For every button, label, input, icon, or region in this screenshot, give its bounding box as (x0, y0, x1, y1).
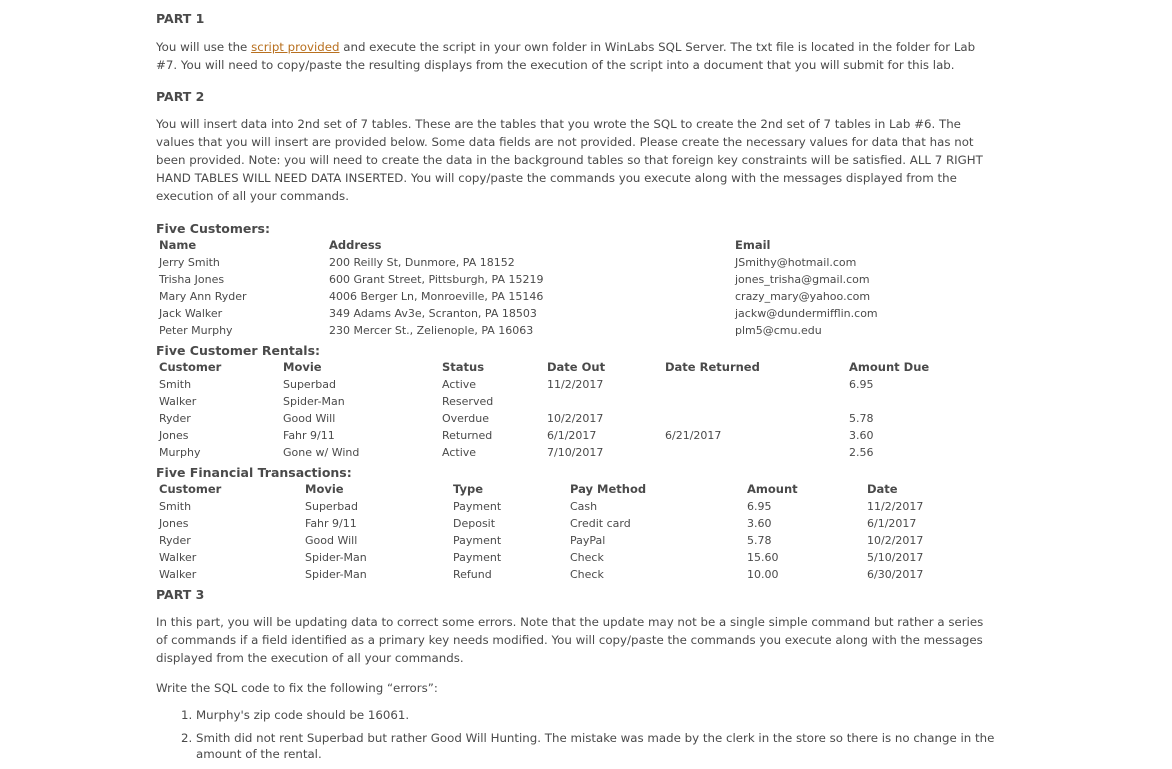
customer-email: plm5@cmu.edu (735, 324, 822, 337)
transaction-amount: 3.60 (747, 517, 772, 530)
rental-movie: Gone w/ Wind (283, 446, 360, 459)
rental-customer: Ryder (159, 412, 191, 425)
errors-list (156, 707, 996, 762)
rental-status: Reserved (442, 395, 494, 408)
rental-date-returned (663, 393, 847, 410)
rentals-col-date-returned: Date Returned (665, 360, 760, 374)
rental-amount-due: 2.56 (849, 446, 874, 459)
transaction-type: Deposit (453, 517, 496, 530)
customers-row (157, 271, 933, 288)
transactions-table (157, 481, 955, 583)
customers-table (157, 237, 933, 339)
error-item: 2. Smith did not rent Superbad but rather Good Will Hunting. The mistake was made by the clerk in the store so there is no change in the amount of the rental. (196, 730, 996, 762)
rental-customer: Walker (159, 395, 197, 408)
transaction-amount: 15.60 (747, 551, 779, 564)
transaction-date: 5/10/2017 (867, 551, 924, 564)
rental-amount-due: 5.78 (849, 412, 874, 425)
rentals-col-movie: Movie (283, 360, 322, 374)
transactions-col-amount: Amount (747, 482, 798, 496)
rental-date-out: 10/2/2017 (547, 412, 604, 425)
customer-name: Peter Murphy (159, 324, 233, 337)
rental-status: Returned (442, 429, 493, 442)
rentals-col-amount-due: Amount Due (849, 360, 930, 374)
part1-text-before: You will use the (156, 40, 252, 54)
customer-address: 4006 Berger Ln, Monroeville, PA 15146 (329, 290, 544, 303)
rentals-row (157, 376, 947, 393)
rental-status: Active (442, 378, 477, 391)
rentals-title: Five Customer Rentals: (156, 343, 321, 358)
transactions-row (157, 532, 955, 549)
transaction-pay-method: Cash (570, 500, 598, 513)
rental-movie: Good Will (283, 412, 336, 425)
customers-row (157, 322, 933, 339)
script-provided-link[interactable]: script provided (251, 40, 340, 54)
transactions-row (157, 566, 955, 583)
customers-col-address: Address (329, 238, 382, 252)
transactions-col-movie: Movie (305, 482, 344, 496)
transaction-pay-method: PayPal (570, 534, 606, 547)
customer-name: Jerry Smith (159, 256, 220, 269)
transaction-type: Payment (453, 551, 502, 564)
transaction-type: Payment (453, 500, 502, 513)
customer-address: 349 Adams Av3e, Scranton, PA 18503 (329, 307, 537, 320)
rentals-col-status: Status (442, 360, 485, 374)
transactions-header-row (157, 481, 955, 498)
error-item: 1. Murphy's zip code should be 16061. (196, 707, 996, 723)
transactions-col-type: Type (453, 482, 484, 496)
transaction-customer: Ryder (159, 534, 191, 547)
transactions-row (157, 515, 955, 532)
rental-movie: Spider-Man (283, 395, 345, 408)
rental-customer: Murphy (159, 446, 201, 459)
part3-heading: PART 3 (156, 587, 205, 602)
customer-address: 600 Grant Street, Pittsburgh, PA 15219 (329, 273, 544, 286)
transaction-movie: Fahr 9/11 (305, 517, 357, 530)
part3-paragraph: In this part, you will be updating data to correct some errors. Note that the update may not be a single simple command but rather a series of commands if a field identified as a primary key needs modified. You will copy/paste the commands you execute along with the messages displayed from the execution of all your commands. (156, 615, 984, 665)
lab-content (156, 10, 996, 769)
transaction-pay-method: Credit card (570, 517, 631, 530)
part3-intro: Write the SQL code to fix the following “errors”: (156, 681, 438, 695)
rentals-col-customer: Customer (159, 360, 222, 374)
customer-address: 200 Reilly St, Dunmore, PA 18152 (329, 256, 515, 269)
rental-customer: Jones (159, 429, 189, 442)
rental-date-returned: 6/21/2017 (665, 429, 722, 442)
transactions-title: Five Financial Transactions: (156, 465, 352, 480)
transaction-amount: 10.00 (747, 568, 779, 581)
customer-address: 230 Mercer St., Zelienople, PA 16063 (329, 324, 534, 337)
rental-movie: Fahr 9/11 (283, 429, 335, 442)
part2-paragraph: You will insert data into 2nd set of 7 tables. These are the tables that you wrote the SQL to create the 2nd set of 7 tables in Lab #6. The values that you will insert are provided below. Some data fields are not provided. Please create the necessary values for data that has not been provided. Note: you will need to create the data in the background tables so that foreign key constraints will be satisfied. ALL 7 RIGHT HAND TABLES WILL NEED DATA INSERTED. You will copy/paste the commands you execute along with the messages displayed from the execution of all your commands. (156, 117, 983, 203)
customer-email: jones_trisha@gmail.com (735, 273, 870, 286)
rental-date-returned (663, 444, 847, 461)
customer-email: JSmithy@hotmail.com (735, 256, 857, 269)
transaction-movie: Spider-Man (305, 568, 367, 581)
transaction-date: 11/2/2017 (867, 500, 924, 513)
rental-amount-due: 3.60 (849, 429, 874, 442)
customers-header-row (157, 237, 933, 254)
rentals-row (157, 444, 947, 461)
rental-amount-due: 6.95 (849, 378, 874, 391)
transaction-amount: 6.95 (747, 500, 772, 513)
part2-heading: PART 2 (156, 89, 205, 104)
transactions-row (157, 498, 955, 515)
transaction-pay-method: Check (570, 568, 604, 581)
rentals-table (157, 359, 947, 461)
rental-status: Active (442, 446, 477, 459)
transaction-customer: Smith (159, 500, 192, 513)
transaction-movie: Spider-Man (305, 551, 367, 564)
transactions-col-pay-method: Pay Method (570, 482, 647, 496)
transaction-date: 6/30/2017 (867, 568, 924, 581)
transaction-customer: Walker (159, 551, 197, 564)
rental-date-returned (663, 376, 847, 393)
rental-movie: Superbad (283, 378, 336, 391)
part1-text-after: and execute the script in your own folder in WinLabs SQL Server. The txt file is located in the folder for Lab #7. You will need to copy/paste the resulting displays from the execution of the script into a document that you will submit for this lab. (156, 40, 976, 72)
transaction-type: Payment (453, 534, 502, 547)
customers-title: Five Customers: (156, 221, 270, 236)
part1-heading: PART 1 (156, 11, 205, 26)
customer-name: Trisha Jones (159, 273, 225, 286)
transaction-customer: Walker (159, 568, 197, 581)
rental-date-out: 7/10/2017 (547, 446, 604, 459)
customers-col-name: Name (159, 238, 197, 252)
rental-customer: Smith (159, 378, 192, 391)
customers-row (157, 288, 933, 305)
rentals-col-date-out: Date Out (547, 360, 606, 374)
transactions-row (157, 549, 955, 566)
rentals-header-row (157, 359, 947, 376)
rental-date-returned (663, 410, 847, 427)
transactions-col-date: Date (867, 482, 898, 496)
rental-amount-due (847, 393, 947, 410)
transaction-movie: Good Will (305, 534, 358, 547)
transaction-date: 10/2/2017 (867, 534, 924, 547)
part1-paragraph (156, 38, 996, 74)
transaction-pay-method: Check (570, 551, 604, 564)
rentals-row (157, 427, 947, 444)
rental-date-out: 6/1/2017 (547, 429, 597, 442)
customer-email: jackw@dundermifflin.com (735, 307, 878, 320)
transaction-movie: Superbad (305, 500, 358, 513)
transaction-customer: Jones (159, 517, 189, 530)
transaction-amount: 5.78 (747, 534, 772, 547)
transaction-type: Refund (453, 568, 492, 581)
rental-status: Overdue (442, 412, 489, 425)
transaction-date: 6/1/2017 (867, 517, 917, 530)
rental-date-out: 11/2/2017 (547, 378, 604, 391)
customer-name: Jack Walker (159, 307, 223, 320)
rental-date-out (545, 393, 663, 410)
rentals-row (157, 393, 947, 410)
rentals-row (157, 410, 947, 427)
customers-col-email: Email (735, 238, 771, 252)
transactions-col-customer: Customer (159, 482, 222, 496)
customer-email: crazy_mary@yahoo.com (735, 290, 871, 303)
customer-name: Mary Ann Ryder (159, 290, 247, 303)
customers-row (157, 254, 933, 271)
customers-row (157, 305, 933, 322)
